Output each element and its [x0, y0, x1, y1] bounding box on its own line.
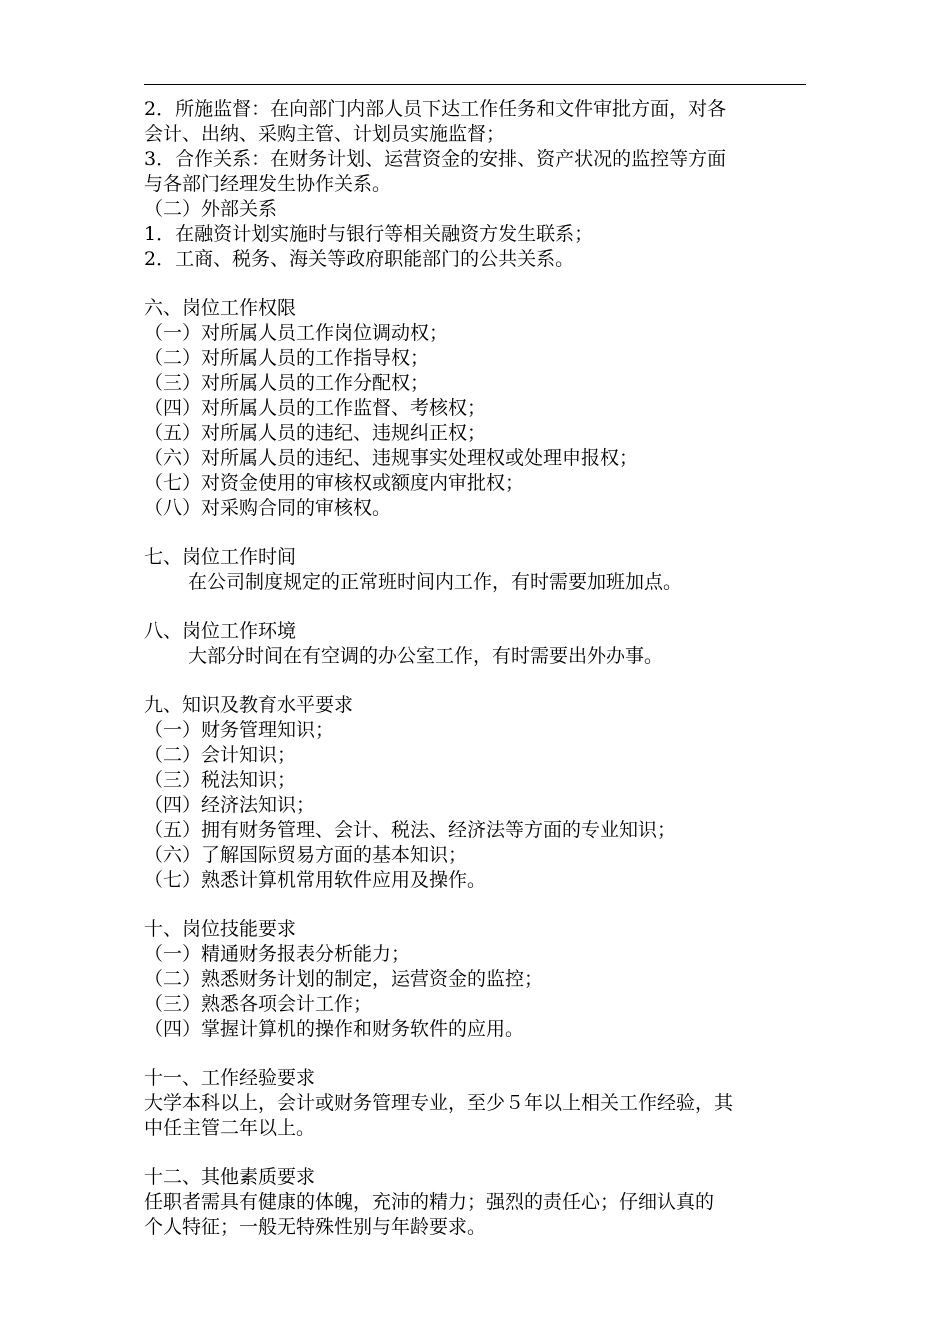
section-6-item: （八）对采购合同的审核权。	[144, 497, 392, 519]
section-8-text: 大部分时间在有空调的办公室工作，有时需要出外办事。	[188, 645, 664, 667]
section-6-item: （一）对所属人员工作岗位调动权；	[144, 322, 449, 344]
relations-line-3: 3．合作关系：在财务计划、运营资金的安排、资产状况的监控等方面	[144, 148, 727, 170]
section-11	[144, 1066, 806, 1141]
section-9-item: （一）财务管理知识；	[144, 719, 335, 741]
section-6-item: （二）对所属人员的工作指导权；	[144, 347, 430, 369]
section-10-item: （四）掌握计算机的操作和财务软件的应用。	[144, 1018, 525, 1040]
section-6-heading: 六、岗位工作权限	[144, 297, 297, 319]
external-relations-line-2: 2．工商、税务、海关等政府职能部门的公共关系。	[144, 248, 575, 270]
section-9-item: （五）拥有财务管理、会计、税法、经济法等方面的专业知识；	[144, 819, 677, 841]
section-9-item: （七）熟悉计算机常用软件应用及操作。	[144, 869, 487, 891]
spacer	[144, 1141, 806, 1165]
spacer	[144, 272, 806, 296]
section-9-item: （三）税法知识；	[144, 769, 297, 791]
section-10-heading: 十、岗位技能要求	[144, 918, 297, 940]
external-relations-line-1: 1．在融资计划实施时与银行等相关融资方发生联系；	[144, 223, 594, 245]
section-10-item: （三）熟悉各项会计工作；	[144, 993, 373, 1015]
section-9-item: （二）会计知识；	[144, 744, 297, 766]
section-6-item: （四）对所属人员的工作监督、考核权；	[144, 397, 487, 419]
external-relations-heading: （二）外部关系	[144, 198, 278, 220]
section-6	[144, 296, 806, 521]
section-12-line: 任职者需具有健康的体魄，充沛的精力；强烈的责任心；仔细认真的	[144, 1191, 715, 1213]
section-9-item: （四）经济法知识；	[144, 794, 316, 816]
relations-line-4: 与各部门经理发生协作关系。	[144, 173, 392, 195]
section-6-item: （三）对所属人员的工作分配权；	[144, 372, 430, 394]
document-body	[144, 97, 806, 1240]
section-8-heading: 八、岗位工作环境	[144, 620, 297, 642]
section-12	[144, 1165, 806, 1240]
relations-line-2: 会计、出纳、采购主管、计划员实施监督；	[144, 123, 506, 145]
header-rule	[144, 84, 806, 85]
section-8	[144, 619, 806, 669]
section-relations	[144, 97, 806, 272]
spacer	[144, 521, 806, 545]
section-9-item: （六）了解国际贸易方面的基本知识；	[144, 844, 468, 866]
section-11-line: 中任主管二年以上。	[144, 1117, 316, 1139]
section-10-item: （二）熟悉财务计划的制定，运营资金的监控；	[144, 968, 544, 990]
section-6-item: （五）对所属人员的违纪、违规纠正权；	[144, 422, 487, 444]
spacer	[144, 669, 806, 693]
section-9	[144, 693, 806, 893]
section-7	[144, 545, 806, 595]
section-10-item: （一）精通财务报表分析能力；	[144, 943, 411, 965]
section-12-heading: 十二、其他素质要求	[144, 1166, 316, 1188]
section-6-item: （七）对资金使用的审核权或额度内审批权；	[144, 472, 525, 494]
section-7-heading: 七、岗位工作时间	[144, 546, 297, 568]
section-12-line: 个人特征；一般无特殊性别与年龄要求。	[144, 1216, 487, 1238]
spacer	[144, 1042, 806, 1066]
relations-line-1: 2．所施监督：在向部门内部人员下达工作任务和文件审批方面，对各	[144, 98, 727, 120]
section-10	[144, 917, 806, 1042]
section-7-text: 在公司制度规定的正常班时间内工作，有时需要加班加点。	[188, 571, 683, 593]
section-9-heading: 九、知识及教育水平要求	[144, 694, 354, 716]
section-11-line: 大学本科以上，会计或财务管理专业，至少５年以上相关工作经验，其	[144, 1092, 734, 1114]
spacer	[144, 893, 806, 917]
section-11-heading: 十一、工作经验要求	[144, 1067, 316, 1089]
spacer	[144, 595, 806, 619]
section-6-item: （六）对所属人员的违纪、违规事实处理权或处理申报权；	[144, 447, 639, 469]
